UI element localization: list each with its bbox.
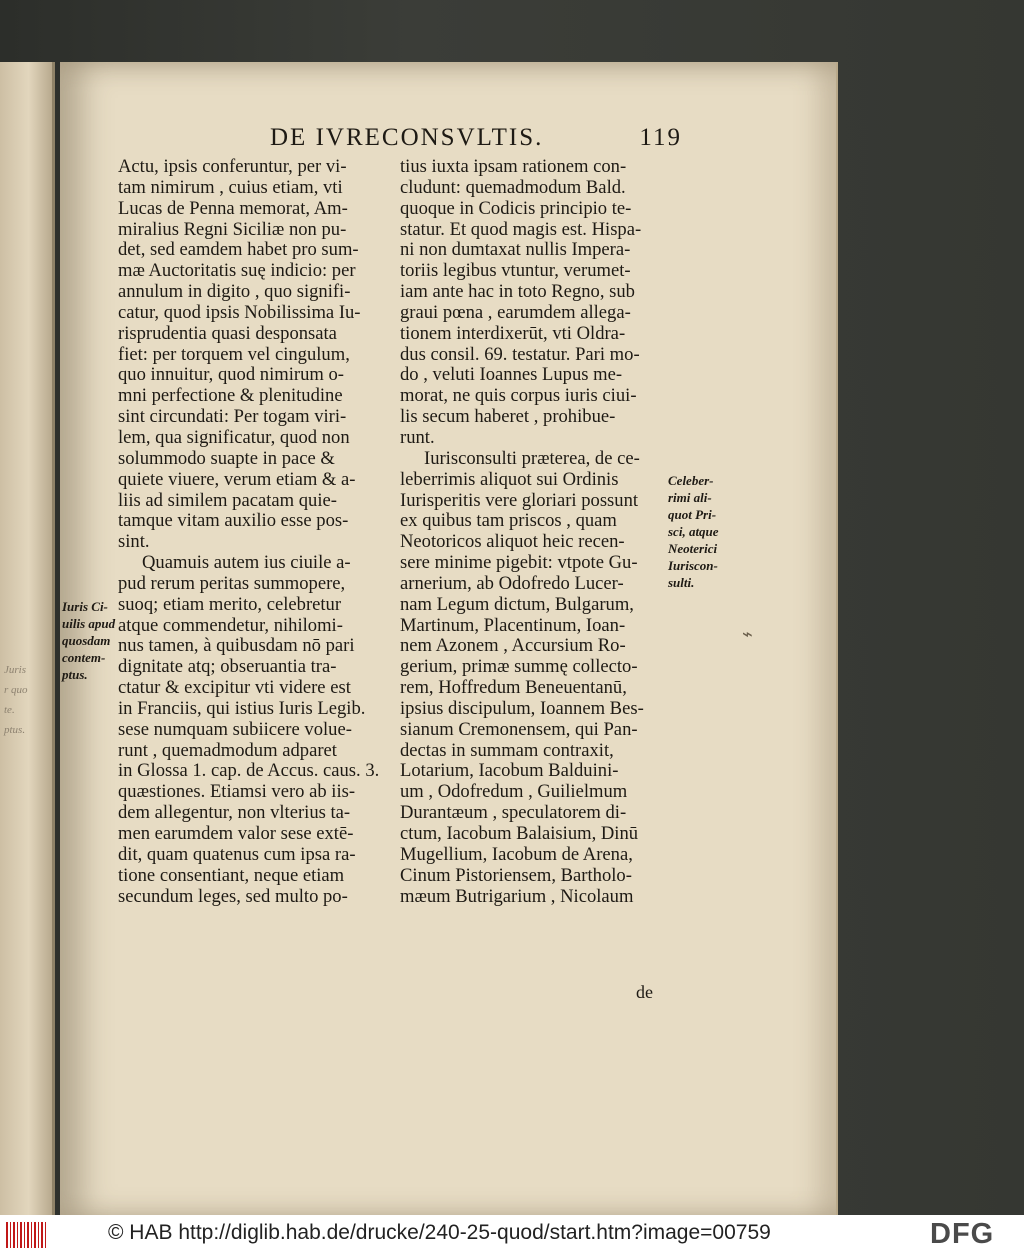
margin-note-line: uilis apud <box>62 616 116 631</box>
text-line: arnerium, ab Odofredo Lucer- <box>400 573 624 594</box>
text-line: morat, ne quis corpus iuris ciui- <box>400 386 637 407</box>
left-text-column <box>118 157 400 907</box>
text-line: leberrimis aliquot sui Ordinis <box>400 469 619 490</box>
text-line: fiet: per torquem vel cingulum, <box>118 344 350 365</box>
text-line: annulum in digito , quo signifi- <box>118 282 351 303</box>
text-line: tione consentiant, neque etiam <box>118 865 345 886</box>
text-line: sese numquam subiicere volue- <box>118 719 352 740</box>
text-line: toriis legibus vtuntur, verumet- <box>400 261 631 282</box>
text-line: sere minime pigebit: vtpote Gu- <box>400 553 638 574</box>
ghost-line: te. <box>4 704 15 716</box>
text-line: nem Azonem , Accursium Ro- <box>400 636 626 657</box>
text-line: do , veluti Ioannes Lupus me- <box>400 365 623 386</box>
text-line: dectas in summam contraxit, <box>400 740 614 761</box>
text-line: pud rerum peritas summopere, <box>118 573 346 594</box>
barcode-icon <box>6 1222 46 1248</box>
running-head-title: DE IVRECONSVLTIS. <box>270 124 544 151</box>
text-line: ctum, Iacobum Balaisium, Dinū <box>400 824 639 844</box>
margin-note-line: contem- <box>62 650 106 665</box>
text-line: Neotoricos aliquot heic recen- <box>400 532 625 553</box>
margin-note-line: Celeber- <box>668 473 714 488</box>
catchword: de <box>636 982 653 1002</box>
copyright-link[interactable]: © HAB http://diglib.hab.de/drucke/240-25-quod/start.htm?image=00759 <box>108 1221 771 1244</box>
left-page-edge <box>0 62 55 1222</box>
ghost-line: r quo <box>4 684 28 696</box>
text-line: gerium, primæ summę collecto- <box>400 657 638 678</box>
text-line: nus tamen, à quibusdam nō pari <box>118 636 355 657</box>
page-number: 119 <box>639 124 682 151</box>
margin-note-line: quosdam <box>62 633 111 648</box>
left-page-ghost-text <box>4 660 50 740</box>
dfg-logo: DFG <box>930 1218 995 1250</box>
text-line: cludunt: quemadmodum Bald. <box>400 177 626 198</box>
ghost-line: Juris <box>4 664 26 676</box>
text-line: in Franciis, qui istius Iuris Legib. <box>118 698 366 719</box>
margin-note-right <box>668 472 719 591</box>
text-line: men earumdem valor sese extē- <box>118 824 354 844</box>
margin-note-line: rimi ali- <box>668 490 712 505</box>
text-line: atque commendetur, nihilomi- <box>118 615 343 636</box>
text-line: quoque in Codicis principio te- <box>400 198 632 219</box>
text-line: mæum Butrigarium , Nicolaum <box>400 886 634 907</box>
text-line: statur. Et quod magis est. Hispa- <box>400 219 642 240</box>
text-line: quiete viuere, verum etiam & a- <box>118 469 356 490</box>
text-line: lem, qua significatur, quod non <box>118 427 350 448</box>
text-line: ex quibus tam priscos , quam <box>400 511 617 532</box>
text-line: quæstiones. Etiamsi vero ab iis- <box>118 782 356 803</box>
text-line: Mugellium, Iacobum de Arena, <box>400 844 633 865</box>
margin-note-line: Iuriscon- <box>668 558 718 573</box>
text-line: sianum Cremonensem, qui Pan- <box>400 719 638 740</box>
text-line: det, sed eamdem habet pro sum- <box>118 240 359 261</box>
text-line: Lotarium, Iacobum Balduini- <box>400 761 619 782</box>
text-line: liis ad similem pacatam quie- <box>118 490 337 511</box>
text-line: quo innuitur, quod nimirum o- <box>118 365 344 386</box>
text-line: um , Odofredum , Guilielmum <box>400 782 628 803</box>
margin-note-line: ptus. <box>62 667 88 682</box>
text-line: sint. <box>118 532 150 553</box>
text-line: Martinum, Placentinum, Ioan- <box>400 615 626 636</box>
text-line: mni perfectione & plenitudine <box>118 386 343 407</box>
text-line: risprudentia quasi desponsata <box>118 323 337 344</box>
right-text-column <box>400 157 662 907</box>
text-line: ipsius discipulum, Ioannem Bes- <box>400 698 644 719</box>
margin-note-line: Iuris Ci- <box>62 599 108 614</box>
text-line: in Glossa 1. cap. de Accus. caus. 3. <box>118 761 380 782</box>
text-line: runt , quemadmodum adparet <box>118 740 337 761</box>
text-line: tius iuxta ipsam rationem con- <box>400 157 627 177</box>
text-line: Cinum Pistoriensem, Bartholo- <box>400 865 632 886</box>
margin-note-line: quot Pri- <box>668 507 717 522</box>
text-line: catur, quod ipsis Nobilissima Iu- <box>118 302 361 323</box>
text-line: tionem interdixerūt, vti Oldra- <box>400 323 626 344</box>
text-line: iam ante hac in toto Regno, sub <box>400 282 635 303</box>
ghost-line: ptus. <box>4 724 26 736</box>
text-line: Quamuis autem ius ciuile a- <box>142 553 351 574</box>
text-line: dit, quam quatenus cum ipsa ra- <box>118 844 356 865</box>
text-line: ctatur & excipitur vti videre est <box>118 678 351 699</box>
text-line: runt. <box>400 427 435 448</box>
margin-note-line: Neoterici <box>668 541 718 556</box>
text-line: miralius Regni Siciliæ non pu- <box>118 219 347 240</box>
text-line: dus consil. 69. testatur. Pari mo- <box>400 344 640 365</box>
text-line: ni non dumtaxat nullis Impera- <box>400 240 631 261</box>
text-line: dem allegentur, non vlterius ta- <box>118 803 351 824</box>
text-line: graui pœna , earumdem allega- <box>400 302 631 323</box>
margin-note-line: sulti. <box>668 575 695 590</box>
text-line: nam Legum dictum, Bulgarum, <box>400 594 634 615</box>
text-line: tamque vitam auxilio esse pos- <box>118 511 349 532</box>
text-line: mæ Auctoritatis suę indicio: per <box>118 261 356 282</box>
text-line: dignitate atq; obseruantia tra- <box>118 657 337 678</box>
text-line: Durantæum , speculatorem di- <box>400 803 627 824</box>
margin-note-left <box>62 598 115 683</box>
footer-bar <box>0 1215 1024 1255</box>
margin-note-line: sci, atque <box>668 524 719 539</box>
running-head <box>270 124 690 152</box>
text-line: sint circundati: Per togam viri- <box>118 407 347 428</box>
text-line: tam nimirum , cuius etiam, vti <box>118 177 343 198</box>
text-line: Iurisperitis vere gloriari possunt <box>400 490 639 511</box>
text-line: Actu, ipsis conferuntur, per vi- <box>118 157 347 177</box>
text-line: Iurisconsulti præterea, de ce- <box>424 448 640 469</box>
ink-fleck-icon: ⌁ <box>742 624 753 644</box>
text-line: suoq; etiam merito, celebretur <box>118 594 342 615</box>
text-line: rem, Hoffredum Beneuentanū, <box>400 678 627 699</box>
text-line: lis secum haberet , prohibue- <box>400 407 616 428</box>
text-line: secundum leges, sed multo po- <box>118 886 348 907</box>
text-line: Lucas de Penna memorat, Am- <box>118 198 348 219</box>
text-line: solummodo suapte in pace & <box>118 448 335 469</box>
